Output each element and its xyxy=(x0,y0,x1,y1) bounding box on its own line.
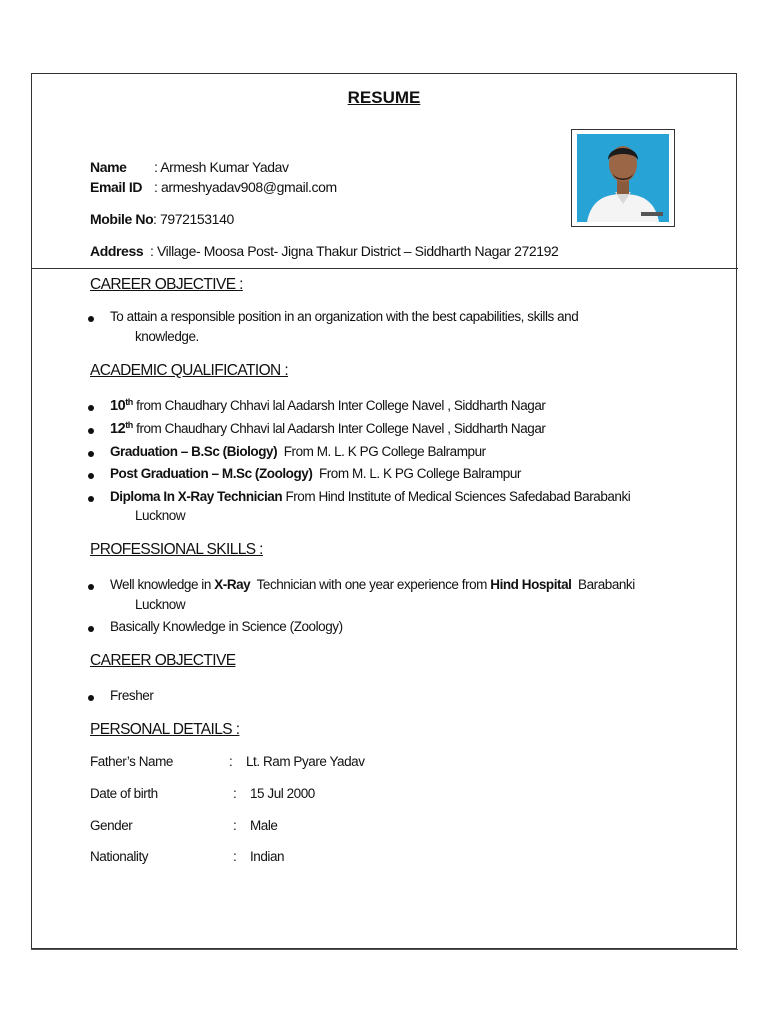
email-value: : armeshyadav908@gmail.com xyxy=(154,179,337,195)
address-label: Address xyxy=(90,243,144,259)
professional-item1-line2: Lucknow xyxy=(135,597,186,612)
academic-item5-line2: Lucknow xyxy=(135,508,186,523)
academic-item1-grade: 10 xyxy=(110,398,126,414)
academic-heading: ACADEMIC QUALIFICATION : xyxy=(90,362,289,379)
list-item xyxy=(110,688,153,703)
career-objective2-heading: CAREER OBJECTIVE xyxy=(90,652,236,669)
gender-value: Male xyxy=(250,818,278,833)
name-label: Name xyxy=(90,159,127,175)
resume-title: RESUME xyxy=(347,88,421,107)
academic-item3-degree: Graduation – B.Sc (Biology) xyxy=(110,444,278,459)
list-item xyxy=(110,398,545,414)
professional-item1-e: Barabanki xyxy=(571,577,635,592)
academic-item2-sup: th xyxy=(125,420,133,430)
profile-photo-frame xyxy=(571,129,675,227)
career-objective2-item: Fresher xyxy=(110,688,154,703)
list-item xyxy=(110,619,343,634)
mobile-label: Mobile No xyxy=(90,211,154,227)
academic-item2-text: from Chaudhary Chhavi lal Aadarsh Inter College Navel , Siddharth Nagar xyxy=(132,421,546,436)
academic-item5-text: From Hind Institute of Medical Sciences Safedabad Barabanki xyxy=(282,489,631,504)
list-item xyxy=(110,466,521,481)
address-value: : Village- Moosa Post- Jigna Thakur District – Siddharth Nagar 272192 xyxy=(150,243,559,259)
list-item xyxy=(110,444,486,459)
gender-sep: : xyxy=(233,818,237,833)
list-item xyxy=(110,309,578,324)
list-item xyxy=(110,577,635,592)
dob-label: Date of birth xyxy=(90,786,158,801)
email-label: Email ID xyxy=(90,179,143,195)
nationality-value: Indian xyxy=(250,849,285,864)
frame-bottom-rule xyxy=(31,949,738,950)
gender-label: Gender xyxy=(90,818,133,833)
professional-item1-d: Hind Hospital xyxy=(490,577,572,592)
career-objective-line1: To attain a responsible position in an organization with the best capabilities, skills and xyxy=(110,309,579,324)
list-item xyxy=(110,489,630,504)
name-value: : Armesh Kumar Yadav xyxy=(154,159,289,175)
fathers-name-label: Father’s Name xyxy=(90,754,173,769)
academic-item5-degree: Diploma In X-Ray Technician xyxy=(110,489,283,504)
career-objective-line2: knowledge. xyxy=(135,329,199,344)
professional-item2: Basically Knowledge in Science (Zoology) xyxy=(110,619,343,634)
fathers-name-sep: : xyxy=(229,754,233,769)
professional-item1-a: Well knowledge in xyxy=(110,577,215,592)
academic-item1-sup: th xyxy=(125,397,133,407)
list-item xyxy=(110,421,545,437)
profile-photo xyxy=(577,134,669,222)
fathers-name-value: Lt. Ram Pyare Yadav xyxy=(246,754,365,769)
dob-sep: : xyxy=(233,786,237,801)
professional-heading: PROFESSIONAL SKILLS : xyxy=(90,541,263,558)
personal-heading: PERSONAL DETAILS : xyxy=(90,721,240,738)
academic-item4-text: From M. L. K PG College Balrampur xyxy=(312,466,521,481)
header-divider xyxy=(31,268,738,269)
nationality-sep: : xyxy=(233,849,237,864)
academic-item1-text: from Chaudhary Chhavi lal Aadarsh Inter College Navel , Siddharth Nagar xyxy=(132,398,546,413)
dob-value: 15 Jul 2000 xyxy=(250,786,315,801)
professional-item1-c: Technician with one year experience from xyxy=(250,577,491,592)
academic-item3-text: From M. L. K PG College Balrampur xyxy=(277,444,486,459)
academic-item2-grade: 12 xyxy=(110,421,126,437)
mobile-value: : 7972153140 xyxy=(153,211,234,227)
nationality-label: Nationality xyxy=(90,849,149,864)
academic-item4-degree: Post Graduation – M.Sc (Zoology) xyxy=(110,466,313,481)
career-objective-heading: CAREER OBJECTIVE : xyxy=(90,276,243,293)
professional-item1-b: X-Ray xyxy=(214,577,251,592)
